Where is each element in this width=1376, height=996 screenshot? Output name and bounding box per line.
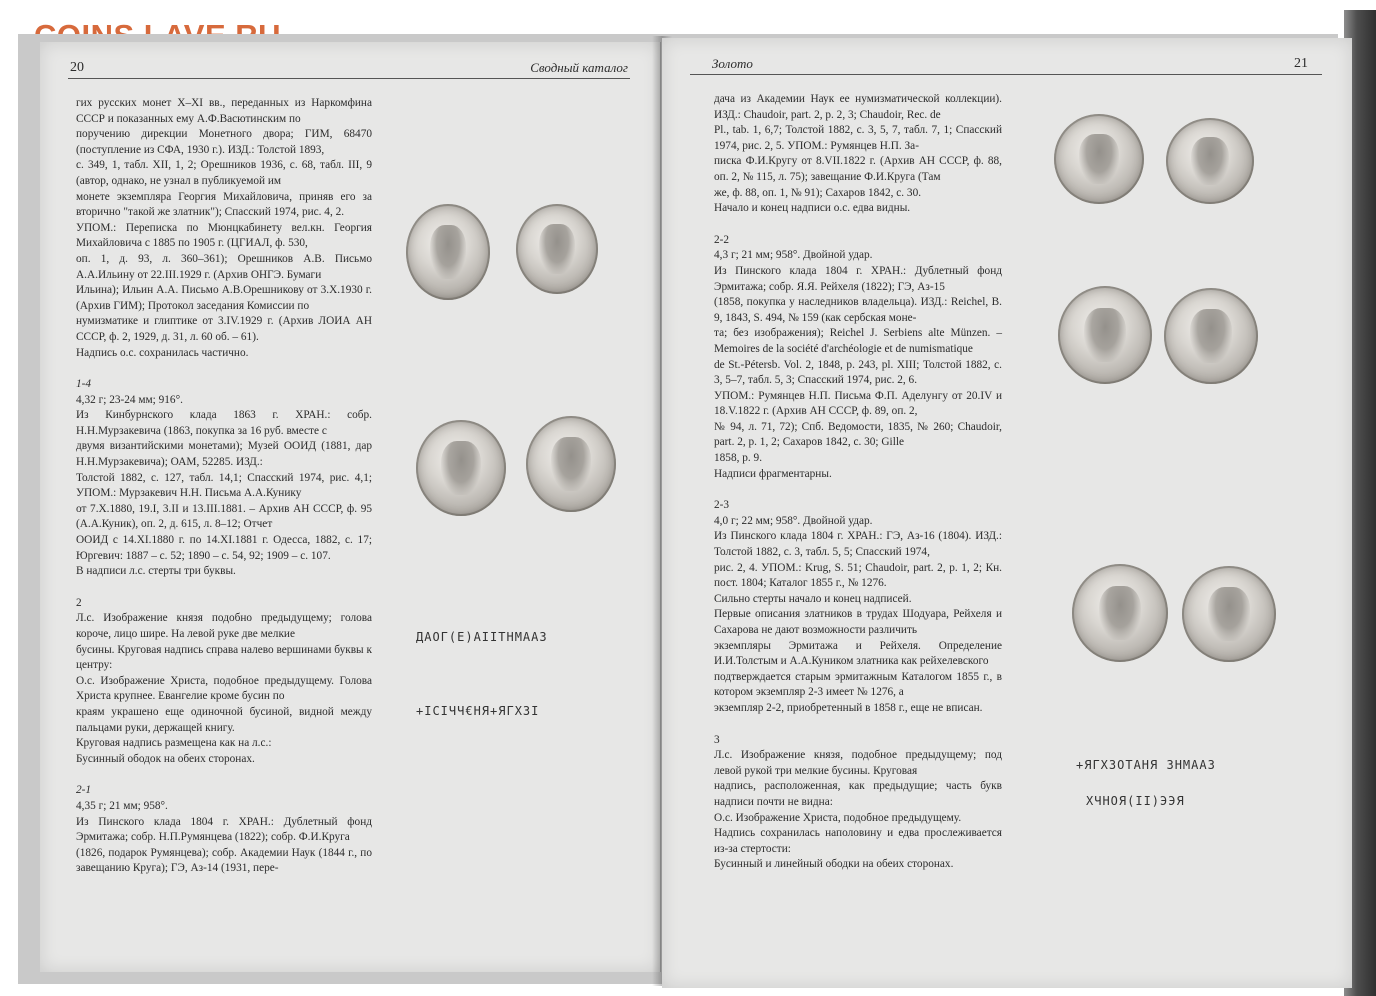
- running-header: Сводный каталог: [530, 60, 628, 75]
- text-line: 4,32 г; 23-24 мм; 916°.: [76, 393, 183, 406]
- inscription-reverse: ХЧНОЯ(ІІ)ЭЭЯ: [1086, 794, 1185, 808]
- entry-3: [714, 748, 1002, 873]
- text-line: гих русских монет X–XI вв., переданных из Наркомфина СССР и показанных ему А.Ф.Васютинским по: [76, 97, 372, 125]
- text-line: 4,35 г; 21 мм; 958°.: [76, 799, 168, 812]
- coin-obverse-image: [1072, 564, 1168, 662]
- entry-1-4: [76, 393, 372, 580]
- left-text-column: [76, 96, 372, 877]
- text-line: Сильно стерты начало и конец надписей.: [714, 592, 912, 605]
- entry-number: 2: [76, 596, 82, 609]
- inscription-obverse: +ЯГХЗОТАНЯ ЗНМААЗ: [1076, 758, 1216, 772]
- text-line: подтверждается старым эрмитажным Каталогом 1855 г., в котором экземпляр 2-3 имеет № 1276, а: [714, 670, 1002, 699]
- text-line: Ильина); Ильин А.А. Письмо А.В.Орешникову от 3.X.1930 г. (Архив ГИМ); Протокол заседания Комиссии по: [76, 284, 372, 312]
- right-page-header: [690, 52, 1322, 75]
- coin-obverse-image: [1058, 286, 1152, 384]
- text-line: поручению дирекции Монетного двора; ГИМ, 68470 (поступление из СФА, 1930 г.). ИЗД.: Толстой 1893,: [76, 128, 372, 156]
- text-line: № 94, л. 71, 72); Спб. Ведомости, 1835, № 260; Chaudoir, part. 2, p. 1, 2; Сахаров 1842, с. 30; Gille: [714, 420, 1002, 449]
- text-line: Бусинный и линейный ободки на обеих сторонах.: [714, 858, 954, 871]
- text-line: оп. 1, д. 93, л. 360–361); Орешников А.В. Письмо А.А.Ильину от 22.III.1929 г. (Архив ОНГЭ. Бумаги: [76, 252, 372, 281]
- text-line: нумизматике и глиптике от 3.IV.1929 г. (Архив ЛОИА АН СССР, ф. 2, 1929, д. 31, л. 60 об. – 61).: [76, 315, 372, 343]
- coin-reverse-image: [1164, 288, 1258, 384]
- coin-reverse-image: [1182, 566, 1276, 662]
- left-page: [40, 42, 661, 972]
- text-line: писка Ф.И.Кругу от 8.VII.1822 г. (Архив АН СССР, ф. 88, оп. 2, № 115, л. 75); завещание Ф.И.Круга (Там: [714, 155, 1002, 183]
- text-line: та; без изображения); Reichel J. Serbiens alte Münzen. – Memoires de la société d'archéologie et de numismatique: [714, 327, 1002, 355]
- text-line: Надпись о.с. сохранилась частично.: [76, 346, 249, 359]
- text-line: УПОМ.: Переписка по Мюнцкабинету вел.кн. Георгия Михайловича с 1885 по 1905 г. (ЦГИАЛ, ф. 530,: [76, 221, 372, 250]
- entry-2-3: [714, 514, 1002, 717]
- text-line: дача из Академии Наук ее нумизматической коллекции). ИЗД.: Chaudoir, part. 2, p. 2, 3; Chaudoir, Rec. de: [714, 93, 1002, 121]
- right-page: [662, 38, 1352, 988]
- entry-number: 2-3: [714, 499, 730, 512]
- text-line: de St.-Pétersb. Vol. 2, 1848, p. 243, pl. XIII; Толстой 1882, с. 3, 5–7, табл. 5, 3; Спасский 1974, рис. 2, 6.: [714, 358, 1002, 387]
- entry-2-2: [714, 248, 1002, 482]
- text-line: от 7.X.1880, 19.I, 3.II и 13.III.1881. – Архив АН СССР, ф. 95 (А.А.Куник), оп. 2, д. 615, л. 8–12; Отчет: [76, 502, 372, 531]
- text-line: Pl., tab. 1, 6,7; Толстой 1882, с. 3, 5, 7, табл. 7, 1; Спасский 1974, рис. 2, 5. УПОМ.: Румянцев Н.П. За-: [714, 124, 1002, 152]
- inscription-obverse: ДАОГ(Е)АІІТНМААЗ: [416, 630, 548, 644]
- text-line: (1826, подарок Румянцева); собр. Академии Наук (1844 г., по завещанию Круга); ГЭ, Аз-14 (1931, пере-: [76, 846, 372, 875]
- text-line: Из Пинского клада 1804 г. ХРАН.: Дублетный фонд Эрмитажа; собр. Н.П.Румянцева (1822); собр. Ф.И.Круга: [76, 815, 372, 844]
- text-line: рис. 2, 4. УПОМ.: Krug, S. 51; Chaudoir, part. 2, p. 1, 2; Кн. пост. 1804; Каталог 1855 г., № 1276.: [714, 561, 1002, 590]
- text-line: Л.с. Изображение князя подобно предыдущему; голова короче, лицо шире. На левой руке две мелкие: [76, 612, 372, 640]
- text-line: Толстой 1882, с. 127, табл. 14,1; Спасский 1974, рис. 4,1; УПОМ.: Мурзакевич Н.Н. Письма А.А.Кунику: [76, 471, 372, 500]
- text-line: экземпляр 2-2, приобретенный в 1858 г., еще не вписан.: [714, 701, 983, 714]
- text-line: экземпляры Эрмитажа и Рейхеля. Определение И.И.Толстым и А.А.Куником златника как рейхелевского: [714, 639, 1002, 668]
- coin-reverse-image: [516, 204, 598, 294]
- running-header: Золото: [712, 56, 753, 71]
- text-line: (1858, покупка у наследников владельца). ИЗД.: Reichel, B. 9, 1843, S. 494, № 159 (как сербская моне-: [714, 296, 1002, 324]
- page-number: 20: [70, 60, 84, 75]
- entry-2: [76, 611, 372, 767]
- text-line: с. 349, 1, табл. XII, 1, 2; Орешников 1936, с. 68, табл. III, 9 (автор, однако, не узнал в публикуемой им: [76, 159, 372, 187]
- text-line: надпись, расположенная, как предыдущие; часть букв надписи почти не видна:: [714, 780, 1002, 808]
- text-line: Из Пинского клада 1804 г. ХРАН.: Дублетный фонд Эрмитажа; собр. Я.Я. Рейхеля (1822); ГЭ, Аз-15: [714, 264, 1002, 293]
- entry-number: 2-2: [714, 233, 730, 246]
- coin-reverse-image: [526, 416, 616, 512]
- text-line: монете экземпляра Георгия Михайловича, приняв его за вторично "такой же златник"); Спасский 1974, рис. 4, 2.: [76, 190, 372, 219]
- text-line: Из Пинского клада 1804 г. ХРАН.: ГЭ, Аз-16 (1804). ИЗД.: Толстой 1882, с. 3, табл. 5, 5; Спасский 1974,: [714, 530, 1002, 559]
- page-number: 21: [1294, 56, 1308, 71]
- entry-continuation: [714, 92, 1002, 217]
- right-text-column: [714, 92, 1002, 873]
- text-line: Первые описания златников в трудах Шодуара, Рейхеля и Сахарова не дают возможности различить: [714, 608, 1002, 636]
- text-line: краям украшено еще одиночной бусиной, видной между пальцами руки, держащей книгу.: [76, 705, 372, 734]
- text-line: ООИД с 14.XI.1880 г. по 14.XI.1881 г. Одесса, 1882, с. 17; Юргевич: 1887 – с. 52; 1890 – с. 54, 92; 1909 – с. 107.: [76, 534, 372, 562]
- text-line: О.с. Изображение Христа, подобное предыдущему. Голова Христа крупнее. Евангелие кроме бусин по: [76, 674, 372, 703]
- text-line: 4,0 г; 22 мм; 958°. Двойной удар.: [714, 514, 873, 527]
- left-page-header: [68, 56, 630, 79]
- text-line: 1858, p. 9.: [714, 452, 763, 465]
- text-line: Начало и конец надписи о.с. едва видны.: [714, 202, 911, 215]
- coin-obverse-image: [1054, 114, 1144, 204]
- text-line: двумя византийскими монетами); Музей ООИД (1881, дар Н.Н.Мурзакевича); ОАМ, 52285. ИЗД.:: [76, 440, 372, 469]
- text-line: Надписи фрагментарны.: [714, 467, 832, 480]
- entry-number: 2-1: [76, 784, 92, 797]
- entry-continuation: [76, 96, 372, 361]
- inscription-reverse: +ІСІЧЧ€НЯ+ЯГХЗІ: [416, 704, 540, 718]
- text-line: же, ф. 88, оп. 1, № 91); Сахаров 1842, с. 30.: [714, 186, 922, 199]
- entry-number: 3: [714, 733, 720, 746]
- text-line: бусины. Круговая надпись справа налево вершинами буквы к центру:: [76, 643, 372, 672]
- entry-2-1: [76, 799, 372, 877]
- text-line: Л.с. Изображение князя, подобное предыдущему; под левой рукой три мелкие бусины. Круговая: [714, 749, 1002, 777]
- text-line: Надпись сохранилась наполовину и едва прослеживается из-за стертости:: [714, 827, 1002, 855]
- text-line: Круговая надпись размещена как на л.с.:: [76, 737, 272, 750]
- coin-obverse-image: [416, 420, 506, 516]
- coin-reverse-image: [1166, 118, 1254, 204]
- coin-obverse-image: [406, 204, 490, 300]
- text-line: Из Кинбурнского клада 1863 г. ХРАН.: собр. Н.Н.Мурзакевича (1863, покупка за 16 руб. вместе с: [76, 409, 372, 437]
- text-line: О.с. Изображение Христа, подобное предыдущему.: [714, 811, 962, 824]
- text-line: 4,3 г; 21 мм; 958°. Двойной удар.: [714, 249, 873, 262]
- text-line: В надписи л.с. стерты три буквы.: [76, 565, 236, 578]
- text-line: Бусинный ободок на обеих сторонах.: [76, 752, 255, 765]
- text-line: УПОМ.: Румянцев Н.П. Письма Ф.П. Аделунгу от 20.IV и 18.V.1822 г. (Архив АН СССР, ф. 89, оп. 2,: [714, 389, 1002, 418]
- entry-number: 1-4: [76, 378, 92, 391]
